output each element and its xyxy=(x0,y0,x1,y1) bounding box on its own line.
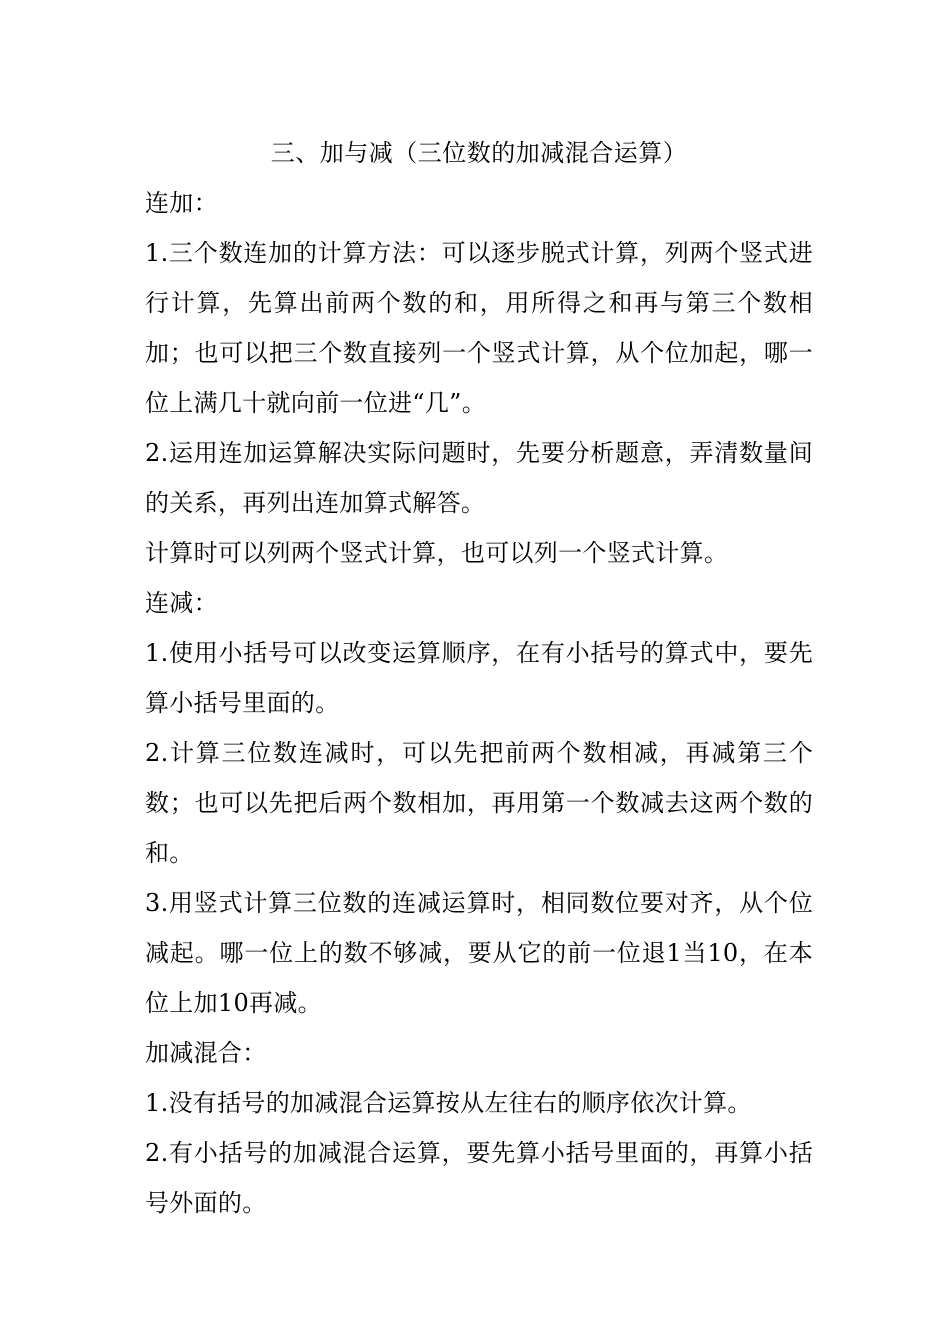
addition-paragraph-1: 1.三个数连加的计算方法：可以逐步脱式计算，列两个竖式进行计算，先算出前两个数的和，用所得之和再与第三个数相加；也可以把三个数直接列一个竖式计算，从个位加起，哪一位上满几十就向前一位进“几”。 xyxy=(145,239,813,417)
addition-paragraph-2: 2.运用连加运算解决实际问题时，先要分析题意，弄清数量间的关系，再列出连加算式解答。 xyxy=(145,439,813,517)
document-page xyxy=(145,128,813,1228)
section-heading-mixed: 加减混合： xyxy=(145,1039,267,1067)
mixed-paragraph-1: 1.没有括号的加减混合运算按从左往右的顺序依次计算。 xyxy=(145,1089,752,1117)
addition-paragraph-3: 计算时可以列两个竖式计算，也可以列一个竖式计算。 xyxy=(145,539,729,567)
section-heading-addition: 连加： xyxy=(145,189,218,217)
subtraction-paragraph-2: 2.计算三位数连减时，可以先把前两个数相减，再减第三个数；也可以先把后两个数相加，再用第一个数减去这两个数的和。 xyxy=(145,739,813,867)
subtraction-paragraph-3: 3.用竖式计算三位数的连减运算时，相同数位要对齐，从个位减起。哪一位上的数不够减，要从它的前一位退1当10，在本位上加10再减。 xyxy=(145,889,813,1017)
subtraction-paragraph-1: 1.使用小括号可以改变运算顺序，在有小括号的算式中，要先算小括号里面的。 xyxy=(145,639,813,717)
document-title: 三、加与减（三位数的加减混合运算） xyxy=(270,139,688,167)
section-heading-subtraction: 连减： xyxy=(145,589,218,617)
mixed-paragraph-2: 2.有小括号的加减混合运算，要先算小括号里面的，再算小括号外面的。 xyxy=(145,1139,813,1217)
